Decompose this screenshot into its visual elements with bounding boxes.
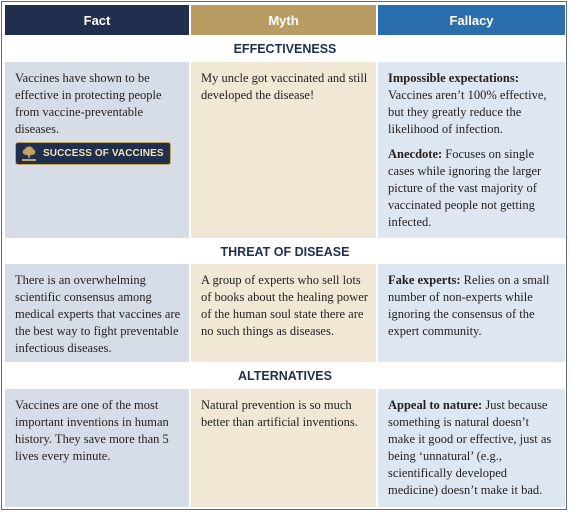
- fallacy-entry: [388, 70, 557, 138]
- fact-text: There is an overwhelming scientific consensus among medical experts that vaccines are the best way to fight preventable infectious diseases.: [15, 273, 181, 355]
- fallacy-term: Appeal to nature:: [388, 398, 483, 412]
- myth-text: A group of experts who sell lots of books about the healing power of the human soul state there are no such things as diseases.: [201, 273, 368, 338]
- myth-cell-threat: [191, 264, 376, 362]
- myth-text: Natural prevention is so much better than artificial inventions.: [201, 398, 358, 429]
- fallacy-cell-alternatives: [378, 389, 565, 507]
- myth-text: My uncle got vaccinated and still developed the disease!: [201, 71, 368, 102]
- success-of-vaccines-link[interactable]: [15, 142, 171, 165]
- fallacy-entry: [388, 397, 557, 499]
- fallacy-cell-threat: [378, 264, 565, 362]
- fact-cell-effectiveness: [5, 62, 189, 238]
- fallacy-text: Just because something is natural doesn’t make it good or effective, just as being ‘unnatural’ (e.g., scientifically developed medicine) doesn’t make it bad.: [388, 398, 552, 497]
- section-title-effectiveness: EFFECTIVENESS: [5, 37, 565, 61]
- fallacy-text: Relies on a small number of non-experts while ignoring the consensus of the expert community.: [388, 273, 550, 338]
- badge-label: SUCCESS OF VACCINES: [43, 148, 164, 159]
- fallacy-term: Anecdote:: [388, 147, 443, 161]
- column-header-fallacy: Fallacy: [378, 5, 565, 35]
- fact-text: Vaccines have shown to be effective in protecting people from vaccine-preventable diseases.: [15, 71, 162, 136]
- fallacy-entry: [388, 146, 557, 231]
- column-header-fact: Fact: [5, 5, 189, 35]
- fact-cell-alternatives: [5, 389, 189, 507]
- fallacy-text: Focuses on single cases while ignoring the larger picture of the vast majority of vaccinated people not getting infected.: [388, 147, 542, 229]
- fact-cell-threat: [5, 264, 189, 362]
- myth-cell-alternatives: [191, 389, 376, 507]
- fallacy-term: Fake experts:: [388, 273, 461, 287]
- fallacy-term: Impossible expectations:: [388, 71, 519, 85]
- section-title-threat-of-disease: THREAT OF DISEASE: [5, 240, 565, 264]
- myth-cell-effectiveness: [191, 62, 376, 238]
- fallacy-cell-effectiveness: [378, 62, 565, 238]
- fallacy-text: Vaccines aren’t 100% effective, but they greatly reduce the likelihood of infection.: [388, 88, 547, 136]
- fact-text: Vaccines are one of the most important inventions in human history. They save more than 5 lives every minute.: [15, 398, 169, 463]
- section-title-alternatives: ALTERNATIVES: [5, 364, 565, 388]
- column-header-myth: Myth: [191, 5, 376, 35]
- tree-logo-icon: [20, 145, 38, 162]
- fallacy-entry: [388, 272, 557, 340]
